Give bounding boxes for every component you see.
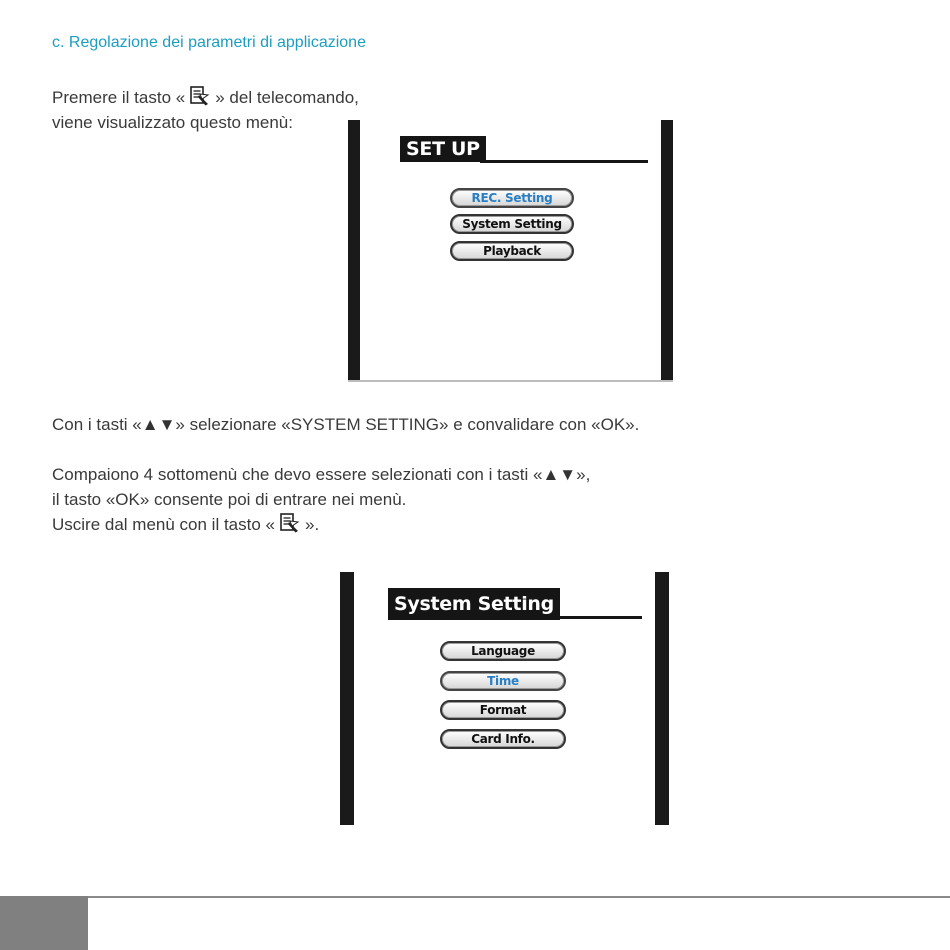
menu-item-rec-setting[interactable]: REC. Setting xyxy=(450,188,574,208)
instruction-exit-line xyxy=(52,512,319,537)
setup-remote-key-icon xyxy=(279,512,301,534)
instruction-submenus-line-1 xyxy=(52,462,590,487)
menu-item-system-setting[interactable]: System Setting xyxy=(450,214,574,234)
instruction-text: Compaiono 4 sottomenù che devo essere selezionati con i tasti « xyxy=(52,465,543,484)
instruction-text: Uscire dal menù con il tasto « xyxy=(52,515,275,534)
menu-item-time[interactable]: Time xyxy=(440,671,566,691)
screen-left-border xyxy=(348,120,360,382)
screen-right-border xyxy=(661,120,673,382)
menu-item-format[interactable]: Format xyxy=(440,700,566,720)
screen-right-border xyxy=(655,572,669,825)
footer-rule xyxy=(0,896,950,898)
instruction-text: Con i tasti « xyxy=(52,415,142,434)
menu-item-language[interactable]: Language xyxy=(440,641,566,661)
title-underline xyxy=(540,616,642,619)
instruction-line-2: viene visualizzato questo menù: xyxy=(52,113,293,132)
footer-page-tab xyxy=(0,896,88,950)
instruction-select-system xyxy=(52,412,639,437)
instruction-submenus-line-2: il tasto «OK» consente poi di entrare nei menù. xyxy=(52,490,407,509)
instruction-line-1 xyxy=(52,85,359,110)
menu-item-card-info[interactable]: Card Info. xyxy=(440,729,566,749)
screen-title: SET UP xyxy=(400,136,486,162)
up-down-arrows-icon: ▲▼ xyxy=(141,415,176,434)
screen-left-border xyxy=(340,572,354,825)
instruction-text: » del telecomando, xyxy=(215,88,359,107)
title-underline xyxy=(480,160,648,163)
setup-screen xyxy=(348,120,673,382)
screen-bottom-rule xyxy=(348,380,673,382)
instruction-text: ». xyxy=(305,515,320,534)
section-heading: c. Regolazione dei parametri di applicazione xyxy=(52,34,366,51)
system-setting-screen xyxy=(340,572,669,825)
screen-title: System Setting xyxy=(388,588,560,620)
instruction-text: » selezionare «SYSTEM SETTING» e convalidare con «OK». xyxy=(175,415,640,434)
setup-remote-key-icon xyxy=(189,85,211,107)
menu-item-playback[interactable]: Playback xyxy=(450,241,574,261)
up-down-arrows-icon: ▲▼ xyxy=(542,465,577,484)
instruction-text: », xyxy=(576,465,591,484)
instruction-text: Premere il tasto « xyxy=(52,88,186,107)
